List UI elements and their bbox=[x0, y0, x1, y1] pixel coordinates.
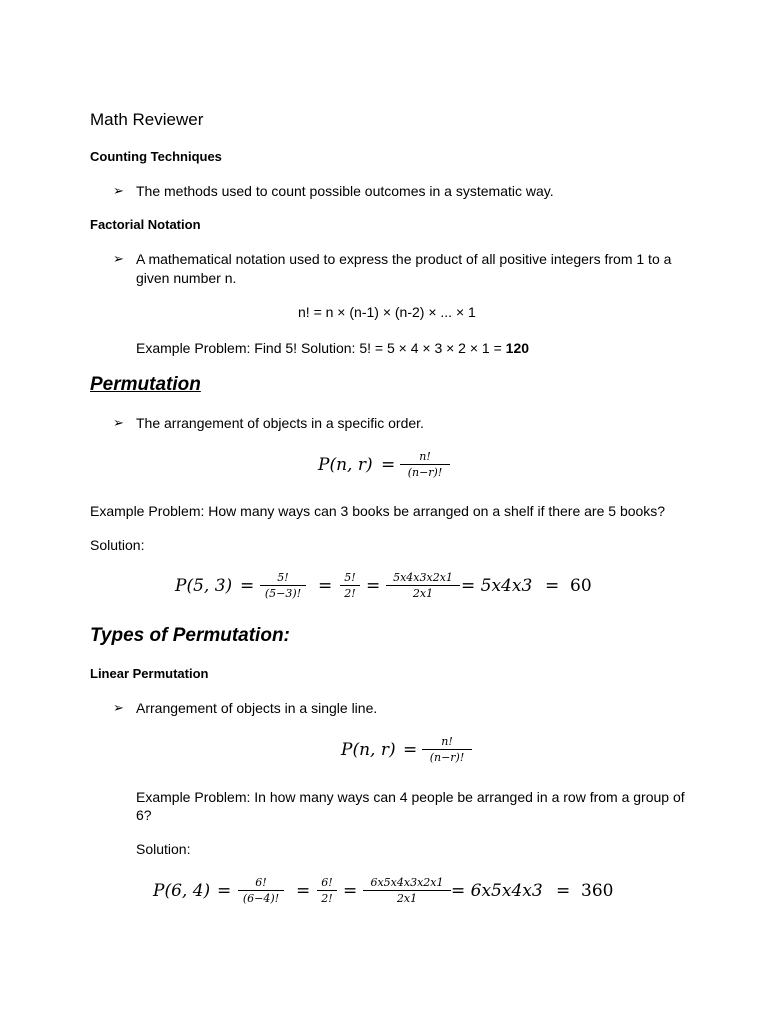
fraction-numerator: 6x5x4x3x2x1 bbox=[363, 876, 451, 891]
linear-solution-equals-2: = bbox=[296, 881, 311, 901]
fraction-numerator: 6! bbox=[317, 876, 337, 891]
linear-bullet-text: Arrangement of objects in a single line. bbox=[136, 700, 378, 716]
linear-solution-equals-3: = bbox=[343, 881, 358, 901]
linear-solution-equals-1: = bbox=[217, 881, 232, 901]
bullet-icon: ➢ bbox=[113, 251, 124, 266]
factorial-bullet-line2: given number n. bbox=[136, 270, 237, 286]
linear-formula-lhs: P(n, r) bbox=[341, 740, 396, 760]
fraction-denominator: (5−3)! bbox=[264, 587, 302, 600]
fraction-denominator: (n−r)! bbox=[429, 751, 465, 764]
perm-solution-fraction-3 bbox=[386, 571, 460, 600]
linear-example-line2: 6? bbox=[136, 807, 152, 823]
permutation-solution-label: Solution: bbox=[90, 537, 145, 553]
factorial-example-answer: 120 bbox=[505, 340, 530, 356]
perm-solution-equals-2: = bbox=[318, 576, 333, 596]
linear-formula-fraction bbox=[422, 735, 472, 764]
fraction-numerator: n! bbox=[400, 450, 450, 465]
linear-solution-fraction-1 bbox=[238, 876, 284, 905]
linear-permutation-heading: Linear Permutation bbox=[90, 666, 209, 681]
factorial-heading: Factorial Notation bbox=[90, 217, 201, 232]
perm-solution-mid: = 5x4x3 bbox=[461, 576, 533, 596]
fraction-numerator: n! bbox=[422, 735, 472, 750]
perm-solution-result: 60 bbox=[570, 576, 592, 596]
bullet-icon: ➢ bbox=[113, 183, 124, 198]
factorial-example-text: Example Problem: Find 5! Solution: 5! = 5 × 4 × 3 × 2 × 1 = bbox=[136, 340, 506, 356]
linear-solution-label: Solution: bbox=[136, 841, 191, 857]
perm-solution-equals-3: = bbox=[366, 576, 381, 596]
bullet-icon: ➢ bbox=[113, 700, 124, 715]
factorial-formula: n! = n × (n-1) × (n-2) × ... × 1 bbox=[298, 304, 476, 320]
permutation-heading: Permutation bbox=[90, 374, 201, 395]
linear-solution-fraction-3 bbox=[363, 876, 451, 905]
linear-solution-fraction-2 bbox=[317, 876, 337, 905]
perm-solution-fraction-1 bbox=[260, 571, 306, 600]
types-of-permutation-heading: Types of Permutation: bbox=[90, 625, 290, 646]
linear-solution-lhs: P(6, 4) bbox=[153, 881, 211, 901]
fraction-numerator: 6! bbox=[238, 876, 284, 891]
fraction-denominator: 2x1 bbox=[412, 587, 434, 600]
fraction-numerator: 5x4x3x2x1 bbox=[386, 571, 460, 586]
fraction-denominator: 2x1 bbox=[396, 892, 418, 905]
linear-solution-result: 360 bbox=[581, 881, 614, 901]
perm-solution-equals-1: = bbox=[240, 576, 255, 596]
perm-solution-equals-4: = bbox=[545, 576, 560, 596]
linear-formula-equals: = bbox=[403, 740, 418, 760]
fraction-denominator: 2! bbox=[344, 587, 356, 600]
permutation-formula-fraction bbox=[400, 450, 450, 479]
permutation-bullet-text: The arrangement of objects in a specific order. bbox=[136, 415, 424, 431]
counting-techniques-heading: Counting Techniques bbox=[90, 149, 222, 164]
fraction-denominator: (n−r)! bbox=[407, 466, 443, 479]
factorial-bullet-line1: A mathematical notation used to express the product of all positive integers from 1 to a bbox=[136, 251, 672, 267]
fraction-numerator: 5! bbox=[340, 571, 360, 586]
fraction-numerator: 5! bbox=[260, 571, 306, 586]
permutation-formula-lhs: P(n, r) bbox=[318, 455, 373, 475]
linear-example-line1: Example Problem: In how many ways can 4 people be arranged in a row from a group of bbox=[136, 789, 685, 805]
factorial-example bbox=[136, 340, 529, 356]
perm-solution-lhs: P(5, 3) bbox=[175, 576, 233, 596]
permutation-example: Example Problem: How many ways can 3 books be arranged on a shelf if there are 5 books? bbox=[90, 503, 666, 519]
linear-solution-mid: = 6x5x4x3 bbox=[451, 881, 543, 901]
fraction-denominator: 2! bbox=[321, 892, 333, 905]
bullet-icon: ➢ bbox=[113, 415, 124, 430]
perm-solution-fraction-2 bbox=[340, 571, 360, 600]
page-title: Math Reviewer bbox=[90, 110, 204, 129]
linear-solution-equals-4: = bbox=[556, 881, 571, 901]
fraction-denominator: (6−4)! bbox=[242, 892, 280, 905]
permutation-formula-equals: = bbox=[381, 455, 396, 475]
counting-bullet-text: The methods used to count possible outcomes in a systematic way. bbox=[136, 183, 554, 199]
